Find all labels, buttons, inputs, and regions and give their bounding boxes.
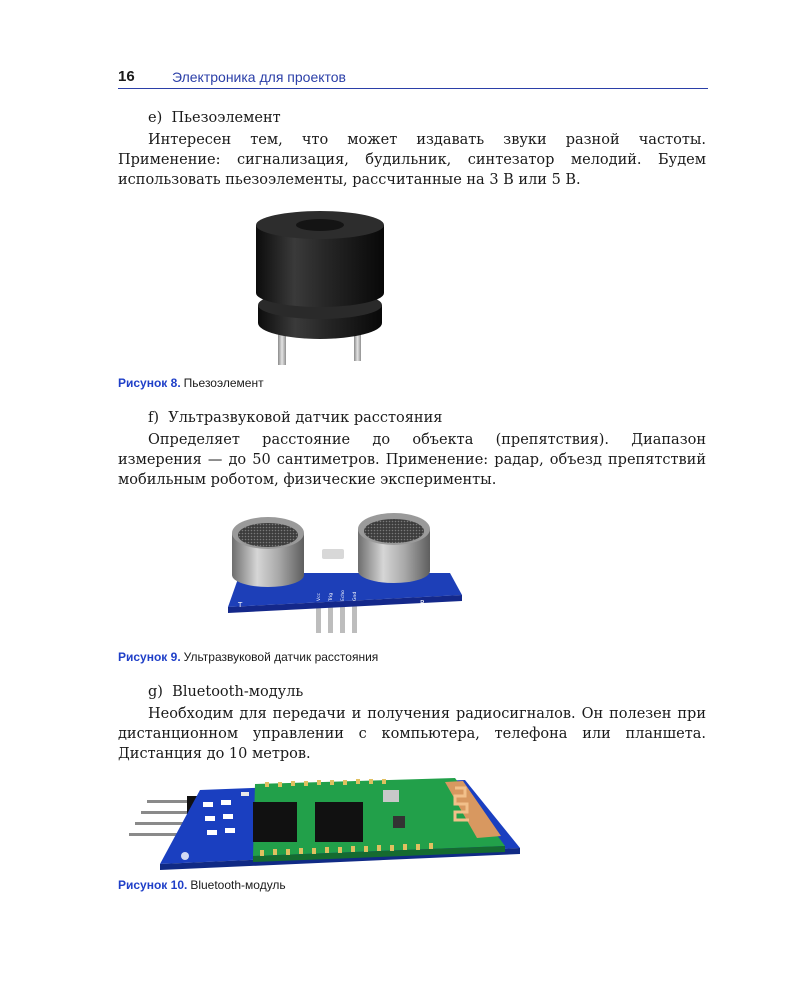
page-number: 16 [118, 68, 135, 85]
section-heading-ultrasonic: f) Ультразвуковой датчик расстояния [148, 410, 443, 426]
figure-9-label: Рисунок 9. [118, 650, 181, 664]
section-body-bluetooth: Необходим для передачи и получения радиосигналов. Он полезен при дистанционном управлении с компьютера, телефона или планшета. Дистанция до 10 метров. [118, 706, 706, 762]
section-body-piezo: Интересен тем, что может издавать звуки разной частоты. Применение: сигнализация, будильник, синтезатор мелодий. Будем использовать пьезоэлементы, рассчитанные на 3 В или 5 В. [118, 132, 706, 188]
ultrasonic-sensor-image [220, 505, 470, 637]
pin-label-echo: Echo [341, 590, 346, 601]
section-heading-piezo: e) Пьезоэлемент [148, 110, 281, 126]
section-heading-bluetooth: g) Bluetooth-модуль [148, 684, 304, 700]
figure-9-text: Ультразвуковой датчик расстояния [183, 650, 379, 664]
pin-label-vcc: Vcc [317, 592, 322, 601]
pin-label-gnd: Gnd [353, 591, 358, 601]
figure-10-caption [118, 878, 286, 892]
corner-label-r: R [420, 599, 425, 607]
section-body-ultrasonic: Определяет расстояние до объекта (препятствия). Диапазон измерения — до 50 сантиметров. Применение: радар, объезд препятствий мобильным роботом, физические эксперименты. [118, 432, 706, 488]
figure-10-text: Bluetooth-модуль [190, 878, 286, 892]
board-model-label: HC-SR04 [316, 564, 343, 571]
figure-8-label: Рисунок 8. [118, 376, 181, 390]
corner-label-t: T [238, 601, 243, 609]
pin-label-trig: Trig [329, 592, 334, 601]
running-header [118, 66, 708, 89]
running-title: Электроника для проектов [172, 69, 346, 85]
piezo-buzzer-image [250, 205, 400, 370]
figure-9-caption [118, 650, 378, 664]
figure-8-text: Пьезоэлемент [183, 376, 264, 390]
figure-8-caption [118, 376, 264, 390]
bluetooth-module-image [125, 772, 525, 872]
figure-10-label: Рисунок 10. [118, 878, 188, 892]
